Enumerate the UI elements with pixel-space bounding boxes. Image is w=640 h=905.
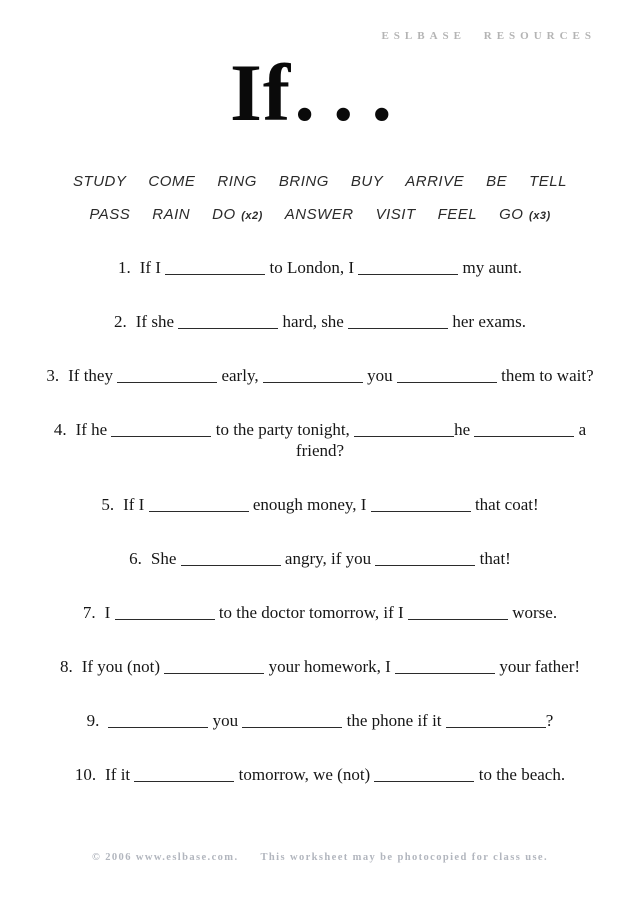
word-bank-word: PASS <box>89 206 131 223</box>
question-number: 2. <box>114 312 127 331</box>
question-text: that coat! <box>470 495 539 514</box>
word-bank-word: RAIN <box>152 206 191 223</box>
question-text: I <box>104 603 115 622</box>
question-number: 9. <box>86 711 100 730</box>
question-text: the phone if it <box>342 711 446 730</box>
answer-blank <box>397 369 497 383</box>
question-10 <box>0 764 640 785</box>
question-text: early, <box>217 366 263 385</box>
word-bank-line <box>0 205 640 226</box>
page-title-word: If <box>229 47 292 138</box>
question-text: worse. <box>507 603 558 622</box>
question-text: tomorrow, we (not) <box>234 765 375 784</box>
answer-blank <box>242 714 342 728</box>
answer-blank <box>117 369 217 383</box>
question-text: ? <box>545 711 554 730</box>
question-text: your homework, I <box>264 657 396 676</box>
question-number: 8. <box>59 657 73 676</box>
answer-blank <box>375 552 475 566</box>
page-title <box>0 47 640 138</box>
brand-text: ESLBASE RESOURCES <box>381 30 596 42</box>
question-text: to the beach. <box>474 765 566 784</box>
word-bank-word: RING <box>217 173 257 190</box>
question-text: to the party tonight, <box>211 420 355 439</box>
question-text: If it <box>105 765 135 784</box>
question-text: friend? <box>295 441 345 460</box>
word-bank <box>0 172 640 226</box>
question-7 <box>0 602 640 623</box>
question-number: 7. <box>82 603 96 622</box>
word-bank-word: GO (x3) <box>499 206 551 223</box>
question-text: If you (not) <box>81 657 165 676</box>
word-bank-word: VISIT <box>375 206 416 223</box>
question-text: them to wait? <box>496 366 594 385</box>
question-number: 1. <box>117 258 131 277</box>
question-text: angry, if you <box>280 549 376 568</box>
question-text: you <box>208 711 243 730</box>
word-bank-word: STUDY <box>73 173 127 190</box>
answer-blank <box>374 768 474 782</box>
word-bank-note: (x2) <box>237 210 263 222</box>
answer-blank <box>178 315 278 329</box>
question-6 <box>0 548 640 569</box>
answer-blank <box>348 315 448 329</box>
word-bank-line <box>0 172 640 192</box>
answer-blank <box>263 369 363 383</box>
page-title-ellipsis: ... <box>294 47 411 138</box>
question-text: If he <box>75 420 112 439</box>
answer-blank <box>408 606 508 620</box>
word-bank-word: DO (x2) <box>212 206 263 223</box>
footer-copyright: © 2006 www.eslbase.com. <box>91 852 239 863</box>
question-1 <box>0 257 640 278</box>
question-text: to London, I <box>265 258 359 277</box>
answer-blank <box>149 498 249 512</box>
footer-note: This worksheet may be photocopied for class use. <box>260 852 549 863</box>
question-text: If I <box>123 495 149 514</box>
word-bank-word: TELL <box>529 173 567 190</box>
answer-blank <box>474 423 574 437</box>
question-9 <box>0 710 640 731</box>
question-text: your father! <box>495 657 581 676</box>
question-number: 5. <box>101 495 115 514</box>
word-bank-word: BE <box>486 173 508 190</box>
answer-blank <box>395 660 495 674</box>
answer-blank <box>164 660 264 674</box>
answer-blank <box>446 714 546 728</box>
question-number: 4. <box>53 420 67 439</box>
question-text: enough money, I <box>248 495 371 514</box>
answer-blank <box>358 261 458 275</box>
question-number: 10. <box>74 765 97 784</box>
answer-blank <box>115 606 215 620</box>
footer <box>0 852 640 863</box>
question-2 <box>0 311 640 332</box>
question-text: her exams. <box>448 312 526 331</box>
answer-blank <box>134 768 234 782</box>
word-bank-word: BRING <box>278 173 329 190</box>
answer-blank <box>111 423 211 437</box>
answer-blank <box>181 552 281 566</box>
question-text: he <box>454 420 475 439</box>
question-text: hard, she <box>278 312 349 331</box>
word-bank-word: COME <box>148 173 196 190</box>
question-text: She <box>150 549 181 568</box>
question-text: that! <box>475 549 511 568</box>
question-text: to the doctor tomorrow, if I <box>214 603 408 622</box>
question-text: a <box>574 420 587 439</box>
question-text: If I <box>139 258 166 277</box>
question-number: 3. <box>46 366 60 385</box>
question-text: you <box>362 366 397 385</box>
question-text: If they <box>68 366 118 385</box>
answer-blank <box>371 498 471 512</box>
question-text: If she <box>135 312 179 331</box>
word-bank-word: BUY <box>350 173 384 190</box>
word-bank-word: ANSWER <box>284 206 354 223</box>
word-bank-note: (x3) <box>525 210 551 222</box>
question-text: my aunt. <box>458 258 522 277</box>
question-8 <box>0 656 640 677</box>
answer-blank <box>108 714 208 728</box>
question-5 <box>0 494 640 515</box>
word-bank-word: FEEL <box>437 206 478 223</box>
answer-blank <box>165 261 265 275</box>
word-bank-word: ARRIVE <box>405 173 465 190</box>
question-4 <box>0 419 640 461</box>
question-number: 6. <box>129 549 142 568</box>
answer-blank <box>354 423 454 437</box>
question-3 <box>0 365 640 386</box>
questions <box>0 257 640 785</box>
